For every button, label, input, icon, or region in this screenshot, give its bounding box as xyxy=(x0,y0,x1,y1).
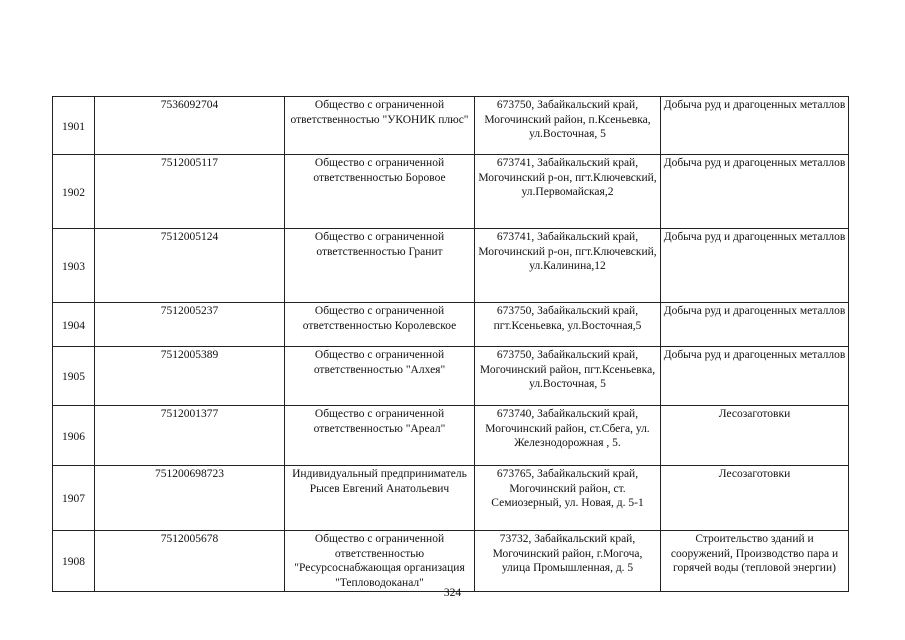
inn-cell: 7512005389 xyxy=(95,347,285,406)
address-cell: 673741, Забайкальский край, Могочинский р-он, пгт.Ключевский, ул.Калинина,12 xyxy=(475,229,661,303)
table-row xyxy=(53,531,849,592)
address-cell: 673765, Забайкальский край, Могочинский район, ст. Семиозерный, ул. Новая, д. 5-1 xyxy=(475,466,661,531)
organization-name-cell: Общество с ограниченной ответственностью Боровое xyxy=(285,155,475,229)
address-cell: 673750, Забайкальский край, Могочинский район, пгт.Ксеньевка, ул.Восточная, 5 xyxy=(475,347,661,406)
activity-cell: Добыча руд и драгоценных металлов xyxy=(661,155,849,229)
activity-cell: Строительство зданий и сооружений, Производство пара и горячей воды (тепловой энергии) xyxy=(661,531,849,592)
inn-cell: 7512005117 xyxy=(95,155,285,229)
address-cell: 673750, Забайкальский край, пгт.Ксеньевка, ул.Восточная,5 xyxy=(475,303,661,347)
activity-cell: Лесозаготовки xyxy=(661,466,849,531)
registry-table xyxy=(52,96,849,592)
organization-name-cell: Общество с ограниченной ответственностью "Ресурсоснабжающая организация "Тепловодоканал" xyxy=(285,531,475,592)
organization-name-cell: Общество с ограниченной ответственностью "Алхея" xyxy=(285,347,475,406)
address-cell: 673740, Забайкальский край, Могочинский район, ст.Сбега, ул. Железнодорожная , 5. xyxy=(475,406,661,466)
activity-cell: Добыча руд и драгоценных металлов xyxy=(661,229,849,303)
inn-cell: 7536092704 xyxy=(95,97,285,155)
activity-cell: Добыча руд и драгоценных металлов xyxy=(661,303,849,347)
address-cell: 673741, Забайкальский край, Могочинский р-он, пгт.Ключевский, ул.Первомайская,2 xyxy=(475,155,661,229)
address-cell: 673750, Забайкальский край, Могочинский район, п.Ксеньевка, ул.Восточная, 5 xyxy=(475,97,661,155)
organization-name-cell: Индивидуальный предприниматель Рысев Евгений Анатольевич xyxy=(285,466,475,531)
organization-name-cell: Общество с ограниченной ответственностью Гранит xyxy=(285,229,475,303)
inn-cell: 7512005124 xyxy=(95,229,285,303)
activity-cell: Лесозаготовки xyxy=(661,406,849,466)
row-number: 1901 xyxy=(53,97,95,155)
row-number: 1904 xyxy=(53,303,95,347)
table-row xyxy=(53,97,849,155)
row-number: 1902 xyxy=(53,155,95,229)
table-row xyxy=(53,347,849,406)
inn-cell: 7512005678 xyxy=(95,531,285,592)
organization-name-cell: Общество с ограниченной ответственностью "УКОНИК плюс" xyxy=(285,97,475,155)
inn-cell: 7512005237 xyxy=(95,303,285,347)
row-number: 1905 xyxy=(53,347,95,406)
activity-cell: Добыча руд и драгоценных металлов xyxy=(661,97,849,155)
table-row xyxy=(53,229,849,303)
inn-cell: 7512001377 xyxy=(95,406,285,466)
table-row xyxy=(53,406,849,466)
table-row xyxy=(53,466,849,531)
activity-cell: Добыча руд и драгоценных металлов xyxy=(661,347,849,406)
row-number: 1908 xyxy=(53,531,95,592)
row-number: 1907 xyxy=(53,466,95,531)
row-number: 1906 xyxy=(53,406,95,466)
table-row xyxy=(53,303,849,347)
organization-name-cell: Общество с ограниченной ответственностью Королевское xyxy=(285,303,475,347)
organization-name-cell: Общество с ограниченной ответственностью "Ареал" xyxy=(285,406,475,466)
inn-cell: 751200698723 xyxy=(95,466,285,531)
page-number: 324 xyxy=(443,587,462,599)
row-number: 1903 xyxy=(53,229,95,303)
table-row xyxy=(53,155,849,229)
address-cell: 73732, Забайкальский край, Могочинский район, г.Могоча, улица Промышленная, д. 5 xyxy=(475,531,661,592)
